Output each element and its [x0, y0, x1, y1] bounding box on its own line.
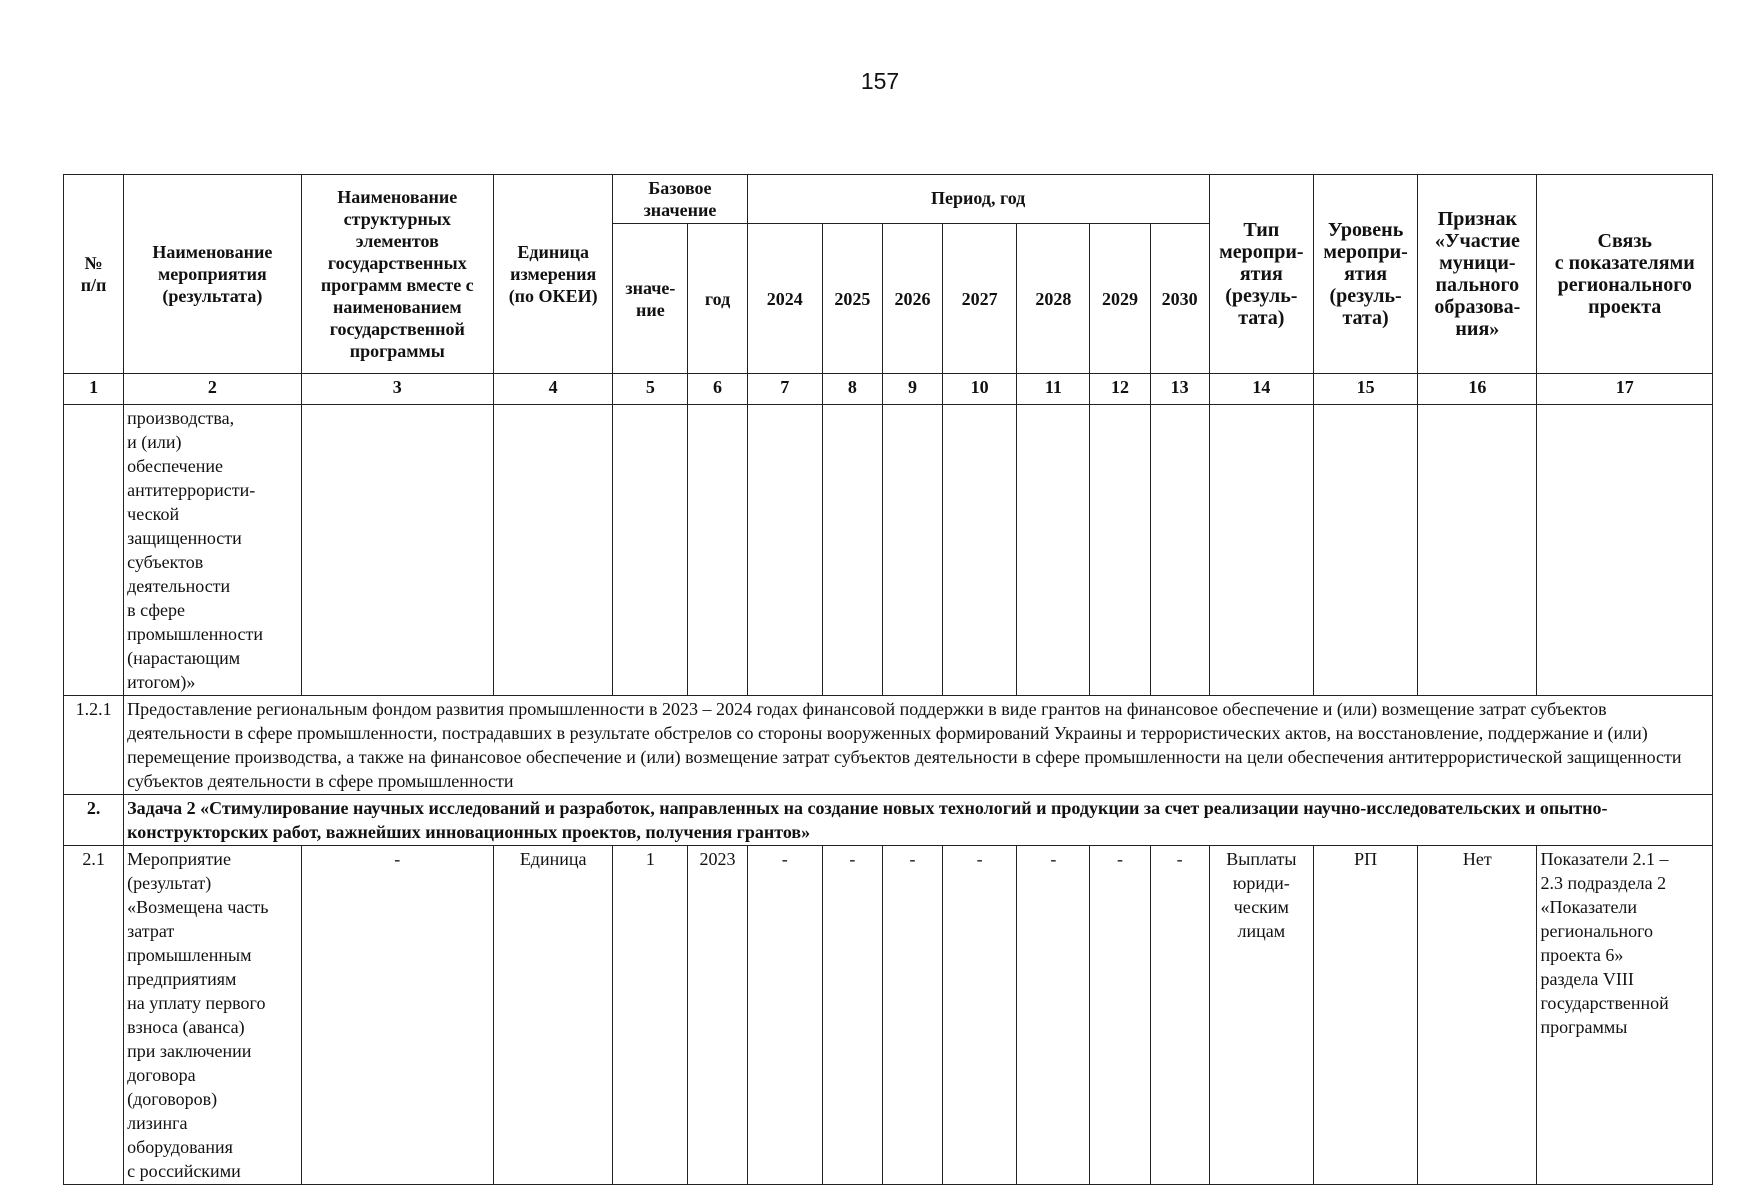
- row-number-cell: 2.1: [64, 846, 124, 1185]
- empty-cell: [688, 405, 747, 696]
- header-measure-name: Наименование мероприятия (результата): [124, 175, 301, 374]
- base-value-cell: 1: [613, 846, 688, 1185]
- header-number: № п/п: [64, 175, 124, 374]
- header-municipal-participation: Признак «Участие муници- пального образова- ния»: [1418, 175, 1537, 374]
- column-number: 6: [688, 374, 747, 405]
- header-year-2027: 2027: [943, 224, 1017, 374]
- empty-cell: [1313, 405, 1417, 696]
- year-2024-cell: -: [747, 846, 822, 1185]
- header-project-link: Связь с показателями регионального проекта: [1537, 175, 1713, 374]
- empty-cell: [943, 405, 1017, 696]
- column-number: 9: [882, 374, 942, 405]
- column-number: 12: [1090, 374, 1150, 405]
- header-level: Уровень меропри- ятия (резуль- тата): [1313, 175, 1417, 374]
- header-year-2026: 2026: [882, 224, 942, 374]
- header-year-2024: 2024: [747, 224, 822, 374]
- table-row-2-1: [64, 846, 1713, 1185]
- header-year-2030: 2030: [1150, 224, 1209, 374]
- column-number: 7: [747, 374, 822, 405]
- header-period: Период, год: [747, 175, 1209, 224]
- table-row-1-2-1: [64, 696, 1713, 795]
- project-link-cell: Показатели 2.1 – 2.3 подраздела 2 «Показатели регионального проекта 6» раздела VIII государственной программы: [1537, 846, 1713, 1185]
- header-base-value-value: значе- ние: [613, 224, 688, 374]
- header-structural-elements: Наименование структурных элементов государственных программ вместе с наименованием государственной программы: [301, 175, 493, 374]
- base-year-cell: 2023: [688, 846, 747, 1185]
- year-2030-cell: -: [1150, 846, 1209, 1185]
- empty-cell: [747, 405, 822, 696]
- empty-cell: [1418, 405, 1537, 696]
- empty-cell: [613, 405, 688, 696]
- measure-name-cell: Мероприятие (результат) «Возмещена часть затрат промышленным предприятиям на уплату первого взноса (аванса) при заключении договора (договоров) лизинга оборудования с российскими: [124, 846, 301, 1185]
- task-description: Задача 2 «Стимулирование научных исследований и разработок, направленных на создание новых технологий и продукции за счет реализации научно-исследовательских и опытно-конструкторских работ, важнейших инновационных проектов, получения грантов»: [124, 795, 1713, 846]
- empty-cell: [822, 405, 882, 696]
- year-2027-cell: -: [943, 846, 1017, 1185]
- empty-cell: [882, 405, 942, 696]
- column-number: 8: [822, 374, 882, 405]
- header-unit: Единица измерения (по ОКЕИ): [494, 175, 613, 374]
- empty-cell: [1209, 405, 1313, 696]
- column-number: 4: [494, 374, 613, 405]
- header-row-1: [64, 175, 1713, 224]
- header-year-2029: 2029: [1090, 224, 1150, 374]
- empty-cell: [494, 405, 613, 696]
- measure-level-cell: РП: [1313, 846, 1417, 1185]
- column-number-row: [64, 374, 1713, 405]
- table-row-continuation: [64, 405, 1713, 696]
- column-number: 11: [1017, 374, 1090, 405]
- column-number: 3: [301, 374, 493, 405]
- measures-table: [63, 174, 1713, 1185]
- municipal-participation-cell: Нет: [1418, 846, 1537, 1185]
- column-number: 16: [1418, 374, 1537, 405]
- empty-cell: [1017, 405, 1090, 696]
- row-number-cell: 1.2.1: [64, 696, 124, 795]
- header-year-2025: 2025: [822, 224, 882, 374]
- page-number: 157: [860, 68, 900, 94]
- column-number: 14: [1209, 374, 1313, 405]
- year-2029-cell: -: [1090, 846, 1150, 1185]
- header-type: Тип меропри- ятия (резуль- тата): [1209, 175, 1313, 374]
- year-2028-cell: -: [1017, 846, 1090, 1185]
- year-2026-cell: -: [882, 846, 942, 1185]
- column-number: 15: [1313, 374, 1417, 405]
- column-number: 5: [613, 374, 688, 405]
- header-base-value-year: год: [688, 224, 747, 374]
- empty-cell: [301, 405, 493, 696]
- structural-elements-cell: -: [301, 846, 493, 1185]
- year-2025-cell: -: [822, 846, 882, 1185]
- unit-cell: Единица: [494, 846, 613, 1185]
- row-number-cell: 2.: [64, 795, 124, 846]
- empty-cell: [1090, 405, 1150, 696]
- column-number: 2: [124, 374, 301, 405]
- measure-name-cell: производства, и (или) обеспечение антитеррористи- ческой защищенности субъектов деятельности в сфере промышленности (нарастающим итогом)»: [124, 405, 301, 696]
- column-number: 17: [1537, 374, 1713, 405]
- column-number: 13: [1150, 374, 1209, 405]
- header-base-value: Базовое значение: [613, 175, 747, 224]
- empty-cell: [1150, 405, 1209, 696]
- empty-cell: [1537, 405, 1713, 696]
- column-number: 10: [943, 374, 1017, 405]
- measure-type-cell: Выплаты юриди- ческим лицам: [1209, 846, 1313, 1185]
- row-number-cell: [64, 405, 124, 696]
- header-year-2028: 2028: [1017, 224, 1090, 374]
- table-row-task-2: [64, 795, 1713, 846]
- column-number: 1: [64, 374, 124, 405]
- measure-description: Предоставление региональным фондом развития промышленности в 2023 – 2024 годах финансовой поддержки в виде грантов на финансовое обеспечение и (или) возмещение затрат субъектов деятельности в сфере промышленности, пострадавших в результате обстрелов со стороны вооруженных формирований Украины и террористических актов, на восстановление, поддержание и (или) перемещение производства, а также на финансовое обеспечение и (или) возмещение затрат субъектов деятельности в сфере промышленности на цели обеспечения антитеррористической защищенности субъектов деятельности в сфере промышленности: [124, 696, 1713, 795]
